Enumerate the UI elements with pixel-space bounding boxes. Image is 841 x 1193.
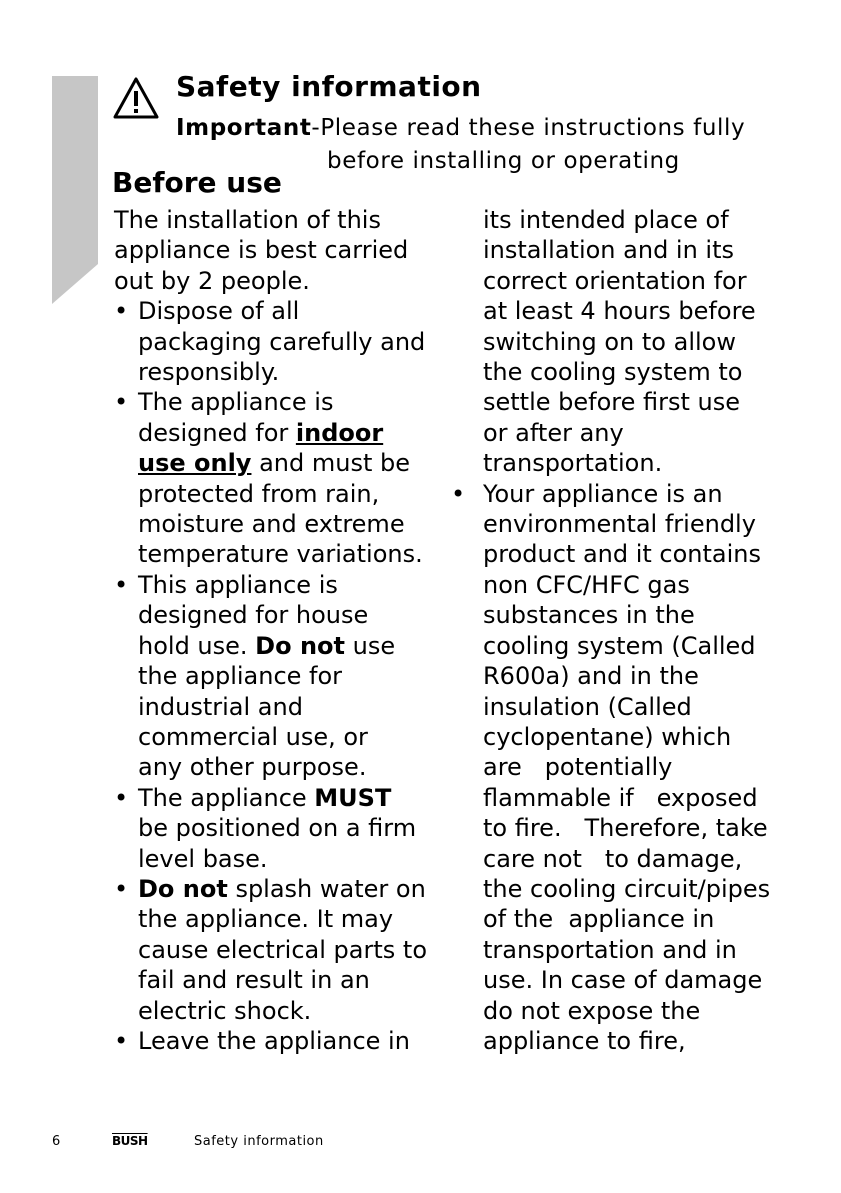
bullet-text: non CFC/HFC gas xyxy=(483,570,690,599)
bullet-text: of the appliance in xyxy=(483,905,715,934)
bullet-item xyxy=(114,1026,454,1056)
bullet-text: substances in the xyxy=(483,601,695,630)
continued-text: switching on to allow xyxy=(483,327,736,356)
intro-line: out by 2 people. xyxy=(114,266,310,295)
bullet-dot-icon: • xyxy=(114,874,129,903)
bullet-text: electric shock. xyxy=(138,996,312,1025)
bullet-item xyxy=(114,570,454,783)
text-run: The appliance xyxy=(138,783,315,812)
intro-line: The installation of this xyxy=(114,206,381,234)
brand-text: BUSH xyxy=(112,1134,148,1148)
bullet-text: do not expose the xyxy=(483,996,701,1025)
bullet-text: use. In case of damage xyxy=(483,966,763,995)
bullet-text: environmental friendly xyxy=(483,510,756,539)
bullet-dot-icon: • xyxy=(114,388,129,417)
bullet-item xyxy=(114,783,454,874)
bullet-text xyxy=(138,783,454,813)
brand-logo xyxy=(112,1134,148,1148)
bullet-text: protected from rain, xyxy=(138,479,380,508)
text-run: designed for xyxy=(138,418,296,447)
section-heading: Before use xyxy=(112,166,282,199)
bullet-text: commercial use, or xyxy=(138,722,368,751)
bullet-text: This appliance is xyxy=(138,570,338,599)
bullet-text: are potentially xyxy=(483,753,673,782)
bullet-item xyxy=(114,387,454,569)
text-run: hold use. xyxy=(138,631,256,660)
bullet-text: the cooling circuit/pipes xyxy=(483,874,771,903)
bullet-text: be positioned on a firm xyxy=(138,814,417,843)
bullet-text: insulation (Called xyxy=(483,692,692,721)
footer-section-label: Safety information xyxy=(194,1134,324,1149)
bullet-text: Leave the appliance in xyxy=(138,1026,410,1055)
emphasis-text: Do not xyxy=(138,874,228,903)
bullet-text: temperature variations. xyxy=(138,540,423,569)
bullet-text xyxy=(138,418,454,448)
bullet-text: cyclopentane) which xyxy=(483,722,732,751)
continued-text: settle before first use xyxy=(483,388,741,417)
bullet-text: R600a) and in the xyxy=(483,662,699,691)
continued-text: or after any xyxy=(483,418,624,447)
emphasis-text: Do not xyxy=(255,631,345,660)
left-column xyxy=(114,205,454,1056)
text-run: use xyxy=(344,631,396,660)
continued-text: transportation. xyxy=(483,449,663,478)
bullet-text: cause electrical parts to xyxy=(138,935,427,964)
bullet-text: the appliance for xyxy=(138,662,343,691)
bullet-text: packaging carefully and xyxy=(138,327,426,356)
bullet-text: to fire. Therefore, take xyxy=(483,814,768,843)
emphasis-text: use only xyxy=(138,449,252,478)
bullet-dot-icon: • xyxy=(114,297,129,326)
text-run: splash water on xyxy=(227,874,426,903)
bullet-text: Dispose of all xyxy=(138,297,300,326)
bullet-text: fail and result in an xyxy=(138,966,370,995)
continued-text: installation and in its xyxy=(483,236,735,265)
bullet-text: responsibly. xyxy=(138,358,280,387)
important-text-line1: -Please read these instructions fully xyxy=(311,115,746,141)
bullet-text: level base. xyxy=(138,844,268,873)
bullet-dot-icon: • xyxy=(114,1026,129,1055)
bullet-text xyxy=(138,874,454,904)
bullet-text: the appliance. It may xyxy=(138,905,394,934)
bullet-dot-icon: • xyxy=(451,479,466,508)
page-title: Safety information xyxy=(176,70,482,103)
emphasis-text: indoor xyxy=(295,418,384,447)
bullet-dot-icon: • xyxy=(114,783,129,812)
continued-text: the cooling system to xyxy=(483,358,743,387)
bullet-item xyxy=(114,874,454,1026)
bullet-text: Your appliance is an xyxy=(483,479,723,508)
important-notice xyxy=(176,115,745,141)
bullet-text: industrial and xyxy=(138,692,303,721)
intro-line: appliance is best carried xyxy=(114,236,409,265)
bullet-text: appliance to fire, xyxy=(483,1026,686,1055)
bullet-text: The appliance is xyxy=(138,388,334,417)
continued-text: at least 4 hours before xyxy=(483,297,756,326)
bullet-text: designed for house xyxy=(138,601,369,630)
bullet-text: product and it contains xyxy=(483,540,762,569)
right-column xyxy=(451,205,823,1056)
important-text-line2: before installing or operating xyxy=(327,148,680,174)
bullet-text: any other purpose. xyxy=(138,753,367,782)
bullet-text: care not to damage, xyxy=(483,844,743,873)
bullet-text xyxy=(138,448,454,478)
bullet-item xyxy=(451,479,823,1057)
text-run: and must be xyxy=(251,449,410,478)
page-tab-marker xyxy=(52,76,98,304)
continued-text: correct orientation for xyxy=(483,266,747,295)
page-number: 6 xyxy=(52,1134,61,1149)
bullet-text: flammable if exposed xyxy=(483,783,758,812)
warning-triangle-icon xyxy=(112,76,160,120)
important-label: Important xyxy=(176,115,312,141)
bullet-text: transportation and in xyxy=(483,935,737,964)
continued-text: its intended place of xyxy=(483,206,729,234)
bullet-item xyxy=(114,296,454,387)
emphasis-text: MUST xyxy=(314,783,392,812)
bullet-dot-icon: • xyxy=(114,570,129,599)
bullet-text: cooling system (Called xyxy=(483,631,756,660)
bullet-text: moisture and extreme xyxy=(138,510,405,539)
bullet-text xyxy=(138,631,454,661)
